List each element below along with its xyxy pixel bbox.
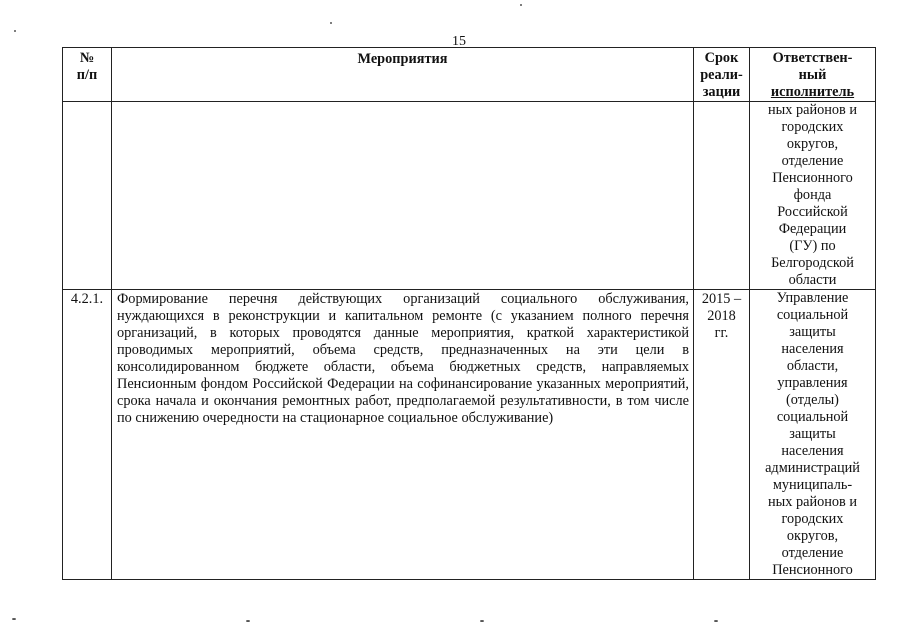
executor-line: Белгородской	[771, 255, 854, 271]
scan-speck	[330, 22, 332, 24]
executor-line: области	[788, 272, 837, 288]
executor-line: муниципаль-	[772, 477, 853, 493]
scan-speck	[14, 30, 16, 32]
header-executor-line-1: Ответствен-	[772, 50, 853, 66]
cell-event: Формирование перечня действующих организаций социального обслуживания, нуждающихся в реконструкции и капитальном ремонте (с указанием полного перечня организаций, в которых проводятся данные мероприятия, краткой характеристикой проводимых мероприятий, объема средств, предназначенных на эти цели в консолидированном бюджете области, объема бюджетных средств, направляемых Пенсионным фондом Российской Федерации на софинансирование указанных мероприятий, срока начала и окончания ремонтных работ, предполагаемой результативности, в том числе по снижению очередности на стационарное социальное обслуживание)	[112, 290, 694, 580]
cell-event-empty	[112, 102, 694, 290]
cell-number: 4.2.1.	[63, 290, 112, 580]
table-row-continuation	[63, 102, 876, 290]
term-line: 2015 –	[701, 291, 742, 307]
executor-line: Федерации	[778, 221, 847, 237]
executor-line: Пенсионного	[772, 170, 853, 186]
header-number-line-2: п/п	[76, 67, 98, 83]
executor-line: городских	[781, 511, 844, 527]
header-executor-line-3: исполнитель	[770, 84, 855, 100]
executor-line: защиты	[789, 426, 836, 442]
header-number-line-1: №	[79, 50, 95, 66]
table-header-row	[63, 48, 876, 102]
executor-line: Российской	[777, 204, 848, 220]
executor-line: (ГУ) по	[789, 238, 836, 254]
scan-speck	[714, 620, 718, 622]
header-term-line-3: зации	[702, 84, 741, 100]
scan-speck	[12, 618, 16, 620]
executor-line: ных районов и	[767, 494, 858, 510]
executor-line: защиты	[789, 324, 836, 340]
executor-line: отделение	[781, 545, 844, 561]
executor-line: управления	[777, 375, 848, 391]
executor-line: ных районов и	[767, 102, 858, 118]
cell-term	[694, 290, 750, 580]
header-executor-line-2: ный	[798, 67, 827, 83]
cell-executor	[750, 290, 876, 580]
cell-term-empty	[694, 102, 750, 290]
cell-executor-continuation	[750, 102, 876, 290]
executor-line: социальной	[776, 409, 849, 425]
header-event: Мероприятия	[112, 48, 694, 102]
executor-line: округов,	[786, 528, 839, 544]
scan-speck	[480, 620, 484, 622]
executor-line: Пенсионного	[772, 562, 853, 578]
header-term-line-2: реали-	[700, 67, 743, 83]
table-row-4-2-1	[63, 290, 876, 580]
executor-line: фонда	[793, 187, 832, 203]
executor-line: администраций	[765, 460, 860, 476]
page-number: 15	[452, 34, 466, 49]
term-line: 2018	[707, 308, 736, 324]
header-term-line-1: Срок	[704, 50, 739, 66]
executor-line: Управление	[776, 290, 849, 306]
activities-table	[62, 47, 876, 580]
header-number	[63, 48, 112, 102]
executor-line: (отделы)	[786, 392, 839, 408]
scan-speck	[520, 4, 522, 6]
header-executor	[750, 48, 876, 102]
scan-speck	[246, 620, 250, 622]
executor-line: области,	[786, 358, 839, 374]
executor-line: населения	[781, 443, 844, 459]
cell-number-empty	[63, 102, 112, 290]
header-term	[694, 48, 750, 102]
term-line: гг.	[714, 325, 729, 341]
executor-line: округов,	[786, 136, 839, 152]
executor-line: городских	[781, 119, 844, 135]
executor-line: населения	[781, 341, 844, 357]
executor-line: социальной	[776, 307, 849, 323]
executor-line: отделение	[781, 153, 844, 169]
